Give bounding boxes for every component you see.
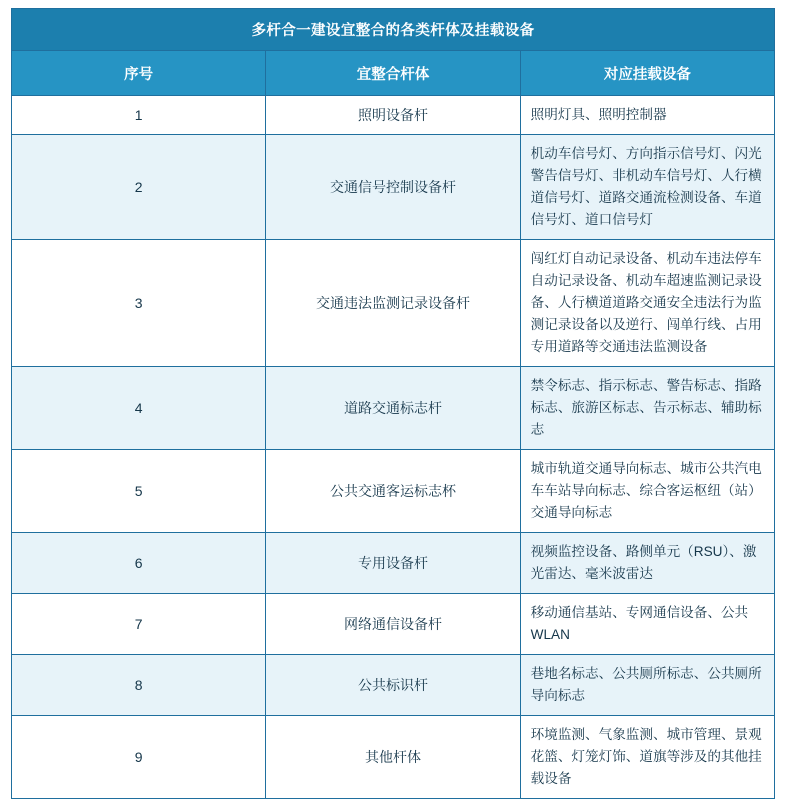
- table-row: [12, 594, 775, 655]
- row-pole: 交通信号控制设备杆: [266, 135, 520, 240]
- table-row: [12, 655, 775, 716]
- column-header-index: 序号: [12, 51, 266, 96]
- table-row: [12, 367, 775, 450]
- row-index: 7: [12, 594, 266, 655]
- row-pole: 道路交通标志杆: [266, 367, 520, 450]
- pole-integration-table-container: [11, 8, 775, 799]
- table-row: [12, 240, 775, 367]
- row-equipment: 城市轨道交通导向标志、城市公共汽电车车站导向标志、综合客运枢纽（站）交通导向标志: [520, 450, 774, 533]
- row-index: 2: [12, 135, 266, 240]
- row-equipment: 机动车信号灯、方向指示信号灯、闪光警告信号灯、非机动车信号灯、人行横道信号灯、道路交通流检测设备、车道信号灯、道口信号灯: [520, 135, 774, 240]
- row-index: 3: [12, 240, 266, 367]
- pole-integration-table: [11, 8, 775, 799]
- column-header-pole: 宜整合杆体: [266, 51, 520, 96]
- row-equipment: 禁令标志、指示标志、警告标志、指路标志、旅游区标志、告示标志、辅助标志: [520, 367, 774, 450]
- table-row: [12, 716, 775, 799]
- row-pole: 照明设备杆: [266, 96, 520, 135]
- row-equipment: 视频监控设备、路侧单元（RSU）、激光雷达、毫米波雷达: [520, 533, 774, 594]
- table-row: [12, 96, 775, 135]
- row-pole: 专用设备杆: [266, 533, 520, 594]
- table-row: [12, 533, 775, 594]
- column-header-equipment: 对应挂载设备: [520, 51, 774, 96]
- row-equipment: 闯红灯自动记录设备、机动车违法停车自动记录设备、机动车超速监测记录设备、人行横道道路交通安全违法行为监测记录设备以及逆行、闯单行线、占用专用道路等交通违法监测设备: [520, 240, 774, 367]
- table-header-row: [12, 51, 775, 96]
- row-index: 4: [12, 367, 266, 450]
- row-index: 6: [12, 533, 266, 594]
- row-pole: 公共交通客运标志杯: [266, 450, 520, 533]
- row-equipment: 移动通信基站、专网通信设备、公共 WLAN: [520, 594, 774, 655]
- row-index: 1: [12, 96, 266, 135]
- row-equipment: 照明灯具、照明控制器: [520, 96, 774, 135]
- row-pole: 公共标识杆: [266, 655, 520, 716]
- table-row: [12, 450, 775, 533]
- row-pole: 网络通信设备杆: [266, 594, 520, 655]
- table-title-row: [12, 9, 775, 51]
- row-equipment: 环境监测、气象监测、城市管理、景观花篮、灯笼灯饰、道旗等涉及的其他挂载设备: [520, 716, 774, 799]
- row-pole: 交通违法监测记录设备杆: [266, 240, 520, 367]
- row-equipment: 巷地名标志、公共厕所标志、公共厕所导向标志: [520, 655, 774, 716]
- row-pole: 其他杆体: [266, 716, 520, 799]
- row-index: 5: [12, 450, 266, 533]
- row-index: 8: [12, 655, 266, 716]
- table-title: 多杆合一建设宜整合的各类杆体及挂载设备: [12, 9, 775, 51]
- row-index: 9: [12, 716, 266, 799]
- table-row: [12, 135, 775, 240]
